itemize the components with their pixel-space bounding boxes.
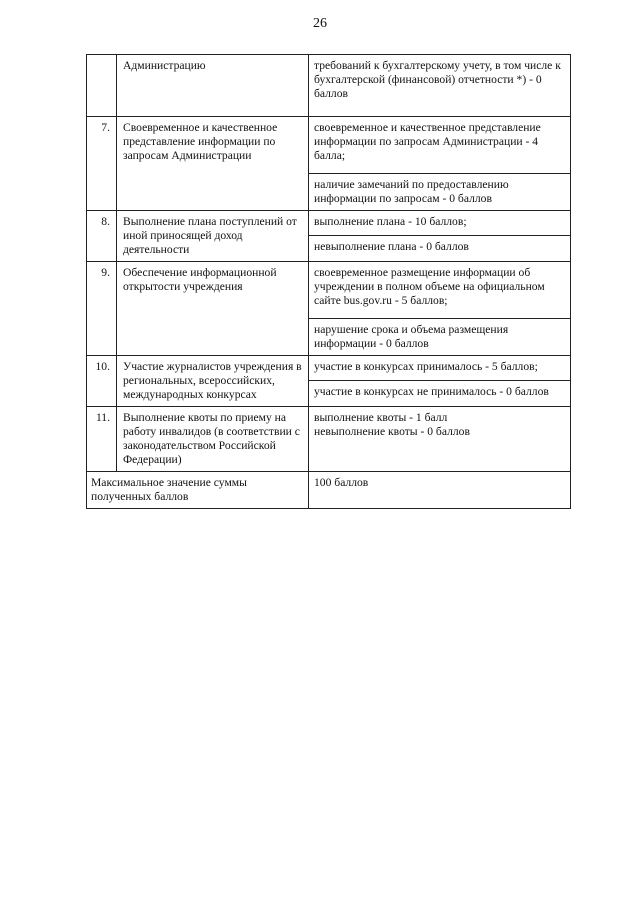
total-value: 100 баллов	[309, 472, 571, 509]
page-number: 26	[313, 16, 327, 31]
total-row	[87, 472, 571, 509]
evaluation-option: своевременное размещение информации об учреждении в полном объеме на официальном сайте bus.gov.ru - 5 баллов;	[314, 266, 545, 307]
row-number: 9.	[87, 262, 117, 356]
table-row	[87, 262, 571, 356]
row-number: 8.	[87, 211, 117, 262]
table-row	[87, 117, 571, 211]
evaluation-cell	[309, 407, 571, 472]
evaluation-cell	[309, 356, 571, 407]
evaluation-cell	[309, 211, 571, 262]
evaluation-option: требований к бухгалтерскому учету, в том числе к бухгалтерской (финансовой) отчетности *) - 0 баллов	[314, 59, 561, 100]
criterion-name: Своевременное и качественное представление информации по запросам Администрации	[117, 117, 309, 211]
table-row	[87, 356, 571, 407]
evaluation-option: нарушение срока и объема размещения информации - 0 баллов	[309, 318, 570, 355]
evaluation-option: участие в конкурсах не принималось - 0 баллов	[309, 380, 570, 403]
total-label: Максимальное значение суммы полученных баллов	[87, 472, 309, 509]
criteria-table	[86, 54, 571, 509]
row-number	[87, 55, 117, 117]
table-row	[87, 211, 571, 262]
table-row	[87, 55, 571, 117]
criterion-name: Обеспечение информационной открытости учреждения	[117, 262, 309, 356]
evaluation-cell	[309, 55, 571, 117]
table-row	[87, 407, 571, 472]
criterion-name: Администрацию	[117, 55, 309, 117]
evaluation-option: невыполнение плана - 0 баллов	[309, 235, 570, 258]
evaluation-cell	[309, 117, 571, 211]
evaluation-option: своевременное и качественное представление информации по запросам Администрации - 4 балла;	[314, 121, 541, 162]
row-number: 7.	[87, 117, 117, 211]
row-number: 10.	[87, 356, 117, 407]
evaluation-option: наличие замечаний по предоставлению информации по запросам - 0 баллов	[309, 173, 570, 210]
criterion-name: Участие журналистов учреждения в региональных, всероссийских, международных конкурсах	[117, 356, 309, 407]
evaluation-option: выполнение плана - 10 баллов;	[314, 215, 467, 228]
criterion-name: Выполнение квоты по приему на работу инвалидов (в соответствии с законодательством Российской Федерации)	[117, 407, 309, 472]
criterion-name: Выполнение плана поступлений от иной приносящей доход деятельности	[117, 211, 309, 262]
evaluation-option: выполнение квоты - 1 балл невыполнение квоты - 0 баллов	[314, 411, 470, 438]
evaluation-cell	[309, 262, 571, 356]
evaluation-option: участие в конкурсах принималось - 5 баллов;	[314, 360, 538, 373]
row-number: 11.	[87, 407, 117, 472]
